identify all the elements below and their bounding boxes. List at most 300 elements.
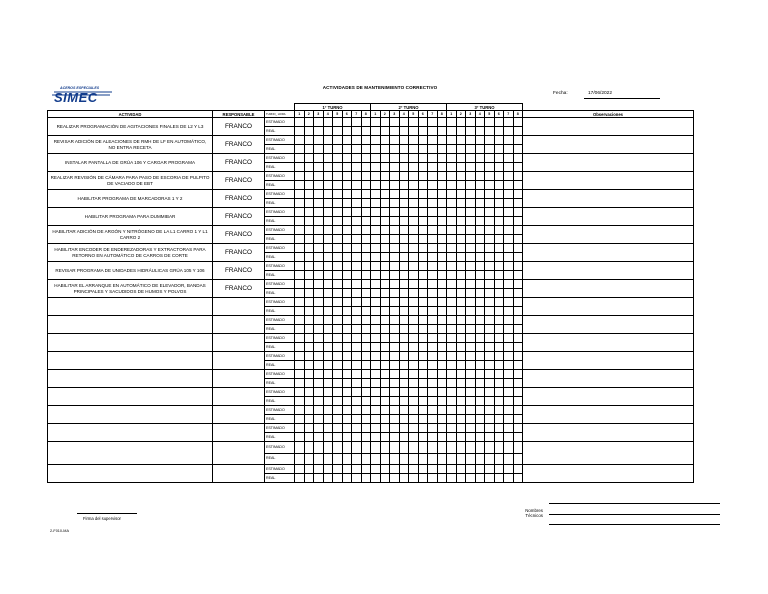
estimado-slot-cell[interactable] (304, 244, 314, 253)
estimado-slot-cell[interactable] (466, 352, 476, 361)
estimado-slot-cell[interactable] (437, 118, 447, 127)
real-slot-cell[interactable] (304, 397, 314, 406)
actividad-cell[interactable]: INSTALAR PANTALLA DE GRÚA 106 Y CARGAR PROGRAMA (48, 154, 213, 172)
real-slot-cell[interactable] (314, 235, 324, 244)
responsable-cell[interactable]: FRANCO (213, 118, 265, 136)
estimado-slot-cell[interactable] (437, 442, 447, 454)
estimado-slot-cell[interactable] (371, 154, 381, 163)
real-slot-cell[interactable] (323, 253, 333, 262)
estimado-slot-cell[interactable] (456, 154, 466, 163)
real-slot-cell[interactable] (342, 433, 352, 442)
estimado-slot-cell[interactable] (342, 298, 352, 307)
estimado-slot-cell[interactable] (380, 388, 390, 397)
responsable-cell[interactable] (213, 424, 265, 442)
estimado-slot-cell[interactable] (494, 118, 504, 127)
real-slot-cell[interactable] (380, 199, 390, 208)
real-slot-cell[interactable] (361, 361, 371, 370)
estimado-slot-cell[interactable] (390, 226, 400, 235)
real-slot-cell[interactable] (333, 289, 343, 298)
real-slot-cell[interactable] (304, 325, 314, 334)
estimado-slot-cell[interactable] (390, 154, 400, 163)
estimado-slot-cell[interactable] (304, 352, 314, 361)
estimado-slot-cell[interactable] (513, 424, 523, 433)
estimado-slot-cell[interactable] (314, 172, 324, 181)
real-slot-cell[interactable] (314, 474, 324, 483)
estimado-slot-cell[interactable] (485, 370, 495, 379)
estimado-slot-cell[interactable] (485, 136, 495, 145)
real-slot-cell[interactable] (504, 235, 514, 244)
real-slot-cell[interactable] (371, 433, 381, 442)
real-slot-cell[interactable] (361, 217, 371, 226)
estimado-slot-cell[interactable] (504, 406, 514, 415)
real-slot-cell[interactable] (437, 343, 447, 352)
real-slot-cell[interactable] (352, 199, 362, 208)
real-slot-cell[interactable] (333, 181, 343, 190)
estimado-slot-cell[interactable] (314, 388, 324, 397)
estimado-slot-cell[interactable] (295, 262, 305, 271)
real-slot-cell[interactable] (390, 325, 400, 334)
estimado-slot-cell[interactable] (323, 334, 333, 343)
real-slot-cell[interactable] (485, 415, 495, 424)
estimado-slot-cell[interactable] (513, 226, 523, 235)
real-slot-cell[interactable] (380, 217, 390, 226)
observaciones-cell[interactable] (523, 370, 694, 388)
estimado-slot-cell[interactable] (342, 136, 352, 145)
real-slot-cell[interactable] (466, 453, 476, 465)
estimado-slot-cell[interactable] (409, 298, 419, 307)
estimado-slot-cell[interactable] (447, 136, 457, 145)
estimado-slot-cell[interactable] (409, 388, 419, 397)
real-slot-cell[interactable] (409, 127, 419, 136)
estimado-slot-cell[interactable] (504, 424, 514, 433)
real-slot-cell[interactable] (380, 453, 390, 465)
real-slot-cell[interactable] (295, 181, 305, 190)
real-slot-cell[interactable] (504, 453, 514, 465)
estimado-slot-cell[interactable] (342, 118, 352, 127)
estimado-slot-cell[interactable] (409, 424, 419, 433)
real-slot-cell[interactable] (399, 199, 409, 208)
real-slot-cell[interactable] (428, 181, 438, 190)
real-slot-cell[interactable] (333, 199, 343, 208)
estimado-slot-cell[interactable] (304, 298, 314, 307)
real-slot-cell[interactable] (485, 289, 495, 298)
estimado-slot-cell[interactable] (456, 208, 466, 217)
estimado-slot-cell[interactable] (390, 316, 400, 325)
estimado-slot-cell[interactable] (390, 406, 400, 415)
real-slot-cell[interactable] (380, 145, 390, 154)
real-slot-cell[interactable] (352, 271, 362, 280)
estimado-slot-cell[interactable] (323, 262, 333, 271)
real-slot-cell[interactable] (504, 289, 514, 298)
estimado-slot-cell[interactable] (504, 298, 514, 307)
real-slot-cell[interactable] (456, 415, 466, 424)
estimado-slot-cell[interactable] (352, 388, 362, 397)
real-slot-cell[interactable] (352, 453, 362, 465)
real-slot-cell[interactable] (447, 181, 457, 190)
real-slot-cell[interactable] (390, 145, 400, 154)
real-slot-cell[interactable] (428, 145, 438, 154)
estimado-slot-cell[interactable] (513, 370, 523, 379)
estimado-slot-cell[interactable] (456, 190, 466, 199)
real-slot-cell[interactable] (399, 181, 409, 190)
real-slot-cell[interactable] (342, 397, 352, 406)
estimado-slot-cell[interactable] (371, 352, 381, 361)
real-slot-cell[interactable] (437, 235, 447, 244)
responsable-cell[interactable]: FRANCO (213, 154, 265, 172)
real-slot-cell[interactable] (456, 163, 466, 172)
estimado-slot-cell[interactable] (304, 424, 314, 433)
observaciones-cell[interactable] (523, 388, 694, 406)
real-slot-cell[interactable] (295, 289, 305, 298)
real-slot-cell[interactable] (371, 289, 381, 298)
real-slot-cell[interactable] (504, 325, 514, 334)
real-slot-cell[interactable] (342, 379, 352, 388)
real-slot-cell[interactable] (437, 415, 447, 424)
estimado-slot-cell[interactable] (418, 226, 428, 235)
estimado-slot-cell[interactable] (437, 334, 447, 343)
real-slot-cell[interactable] (447, 453, 457, 465)
estimado-slot-cell[interactable] (380, 226, 390, 235)
estimado-slot-cell[interactable] (295, 465, 305, 474)
estimado-slot-cell[interactable] (323, 190, 333, 199)
observaciones-cell[interactable] (523, 316, 694, 334)
real-slot-cell[interactable] (466, 145, 476, 154)
estimado-slot-cell[interactable] (475, 262, 485, 271)
estimado-slot-cell[interactable] (333, 465, 343, 474)
estimado-slot-cell[interactable] (485, 406, 495, 415)
estimado-slot-cell[interactable] (333, 370, 343, 379)
real-slot-cell[interactable] (418, 289, 428, 298)
estimado-slot-cell[interactable] (475, 442, 485, 454)
observaciones-cell[interactable] (523, 226, 694, 244)
real-slot-cell[interactable] (418, 163, 428, 172)
estimado-slot-cell[interactable] (428, 136, 438, 145)
real-slot-cell[interactable] (342, 181, 352, 190)
estimado-slot-cell[interactable] (361, 442, 371, 454)
real-slot-cell[interactable] (447, 163, 457, 172)
responsable-cell[interactable] (213, 406, 265, 424)
real-slot-cell[interactable] (342, 415, 352, 424)
estimado-slot-cell[interactable] (428, 262, 438, 271)
real-slot-cell[interactable] (504, 181, 514, 190)
estimado-slot-cell[interactable] (333, 424, 343, 433)
real-slot-cell[interactable] (323, 217, 333, 226)
real-slot-cell[interactable] (333, 474, 343, 483)
estimado-slot-cell[interactable] (437, 172, 447, 181)
estimado-slot-cell[interactable] (390, 465, 400, 474)
real-slot-cell[interactable] (361, 271, 371, 280)
real-slot-cell[interactable] (418, 397, 428, 406)
estimado-slot-cell[interactable] (456, 352, 466, 361)
estimado-slot-cell[interactable] (333, 244, 343, 253)
real-slot-cell[interactable] (494, 289, 504, 298)
observaciones-cell[interactable] (523, 154, 694, 172)
real-slot-cell[interactable] (485, 307, 495, 316)
estimado-slot-cell[interactable] (447, 190, 457, 199)
real-slot-cell[interactable] (513, 163, 523, 172)
estimado-slot-cell[interactable] (428, 244, 438, 253)
real-slot-cell[interactable] (361, 415, 371, 424)
estimado-slot-cell[interactable] (428, 442, 438, 454)
estimado-slot-cell[interactable] (371, 208, 381, 217)
estimado-slot-cell[interactable] (399, 208, 409, 217)
estimado-slot-cell[interactable] (352, 352, 362, 361)
real-slot-cell[interactable] (513, 397, 523, 406)
real-slot-cell[interactable] (437, 289, 447, 298)
estimado-slot-cell[interactable] (371, 226, 381, 235)
estimado-slot-cell[interactable] (342, 442, 352, 454)
estimado-slot-cell[interactable] (437, 465, 447, 474)
actividad-cell[interactable]: HABILITAR EL ARRANQUE EN AUTOMÁTICO DE ELEVADOR, BANDAS PRINCIPALES Y SACUDIDOS DE HUMOS Y POLVOS (48, 280, 213, 298)
estimado-slot-cell[interactable] (314, 208, 324, 217)
real-slot-cell[interactable] (494, 453, 504, 465)
actividad-cell[interactable] (48, 298, 213, 316)
real-slot-cell[interactable] (475, 307, 485, 316)
estimado-slot-cell[interactable] (418, 190, 428, 199)
real-slot-cell[interactable] (390, 235, 400, 244)
real-slot-cell[interactable] (371, 415, 381, 424)
real-slot-cell[interactable] (466, 181, 476, 190)
real-slot-cell[interactable] (390, 415, 400, 424)
real-slot-cell[interactable] (361, 433, 371, 442)
real-slot-cell[interactable] (390, 217, 400, 226)
real-slot-cell[interactable] (380, 253, 390, 262)
estimado-slot-cell[interactable] (352, 424, 362, 433)
real-slot-cell[interactable] (361, 307, 371, 316)
real-slot-cell[interactable] (418, 433, 428, 442)
real-slot-cell[interactable] (485, 163, 495, 172)
estimado-slot-cell[interactable] (399, 316, 409, 325)
responsable-cell[interactable] (213, 388, 265, 406)
estimado-slot-cell[interactable] (513, 388, 523, 397)
estimado-slot-cell[interactable] (361, 424, 371, 433)
actividad-cell[interactable] (48, 334, 213, 352)
estimado-slot-cell[interactable] (390, 172, 400, 181)
real-slot-cell[interactable] (390, 289, 400, 298)
real-slot-cell[interactable] (418, 271, 428, 280)
real-slot-cell[interactable] (295, 397, 305, 406)
estimado-slot-cell[interactable] (342, 370, 352, 379)
real-slot-cell[interactable] (304, 343, 314, 352)
estimado-slot-cell[interactable] (361, 298, 371, 307)
real-slot-cell[interactable] (371, 271, 381, 280)
estimado-slot-cell[interactable] (295, 280, 305, 289)
real-slot-cell[interactable] (504, 271, 514, 280)
real-slot-cell[interactable] (513, 217, 523, 226)
real-slot-cell[interactable] (333, 145, 343, 154)
real-slot-cell[interactable] (380, 307, 390, 316)
estimado-slot-cell[interactable] (456, 226, 466, 235)
estimado-slot-cell[interactable] (447, 226, 457, 235)
real-slot-cell[interactable] (342, 325, 352, 334)
estimado-slot-cell[interactable] (494, 352, 504, 361)
real-slot-cell[interactable] (323, 343, 333, 352)
real-slot-cell[interactable] (494, 163, 504, 172)
estimado-slot-cell[interactable] (304, 118, 314, 127)
real-slot-cell[interactable] (390, 127, 400, 136)
real-slot-cell[interactable] (352, 235, 362, 244)
estimado-slot-cell[interactable] (380, 244, 390, 253)
real-slot-cell[interactable] (333, 415, 343, 424)
real-slot-cell[interactable] (342, 199, 352, 208)
estimado-slot-cell[interactable] (323, 388, 333, 397)
estimado-slot-cell[interactable] (504, 172, 514, 181)
estimado-slot-cell[interactable] (485, 334, 495, 343)
estimado-slot-cell[interactable] (314, 298, 324, 307)
estimado-slot-cell[interactable] (485, 352, 495, 361)
estimado-slot-cell[interactable] (428, 172, 438, 181)
real-slot-cell[interactable] (475, 343, 485, 352)
estimado-slot-cell[interactable] (304, 172, 314, 181)
estimado-slot-cell[interactable] (428, 370, 438, 379)
real-slot-cell[interactable] (304, 217, 314, 226)
observaciones-cell[interactable] (523, 406, 694, 424)
estimado-slot-cell[interactable] (371, 370, 381, 379)
real-slot-cell[interactable] (485, 474, 495, 483)
real-slot-cell[interactable] (371, 127, 381, 136)
real-slot-cell[interactable] (513, 343, 523, 352)
estimado-slot-cell[interactable] (485, 154, 495, 163)
real-slot-cell[interactable] (399, 325, 409, 334)
estimado-slot-cell[interactable] (456, 370, 466, 379)
estimado-slot-cell[interactable] (323, 172, 333, 181)
estimado-slot-cell[interactable] (466, 370, 476, 379)
real-slot-cell[interactable] (485, 181, 495, 190)
estimado-slot-cell[interactable] (295, 370, 305, 379)
real-slot-cell[interactable] (456, 397, 466, 406)
estimado-slot-cell[interactable] (466, 226, 476, 235)
estimado-slot-cell[interactable] (504, 316, 514, 325)
real-slot-cell[interactable] (314, 127, 324, 136)
real-slot-cell[interactable] (475, 235, 485, 244)
estimado-slot-cell[interactable] (494, 298, 504, 307)
real-slot-cell[interactable] (380, 235, 390, 244)
estimado-slot-cell[interactable] (361, 136, 371, 145)
real-slot-cell[interactable] (333, 343, 343, 352)
estimado-slot-cell[interactable] (390, 118, 400, 127)
estimado-slot-cell[interactable] (314, 226, 324, 235)
real-slot-cell[interactable] (399, 415, 409, 424)
estimado-slot-cell[interactable] (466, 190, 476, 199)
real-slot-cell[interactable] (494, 271, 504, 280)
real-slot-cell[interactable] (390, 361, 400, 370)
estimado-slot-cell[interactable] (437, 208, 447, 217)
real-slot-cell[interactable] (513, 235, 523, 244)
estimado-slot-cell[interactable] (513, 172, 523, 181)
real-slot-cell[interactable] (352, 253, 362, 262)
real-slot-cell[interactable] (380, 433, 390, 442)
estimado-slot-cell[interactable] (371, 465, 381, 474)
real-slot-cell[interactable] (485, 199, 495, 208)
estimado-slot-cell[interactable] (390, 388, 400, 397)
real-slot-cell[interactable] (333, 361, 343, 370)
estimado-slot-cell[interactable] (437, 226, 447, 235)
real-slot-cell[interactable] (447, 433, 457, 442)
real-slot-cell[interactable] (409, 397, 419, 406)
estimado-slot-cell[interactable] (314, 424, 324, 433)
real-slot-cell[interactable] (342, 127, 352, 136)
estimado-slot-cell[interactable] (475, 334, 485, 343)
real-slot-cell[interactable] (409, 289, 419, 298)
real-slot-cell[interactable] (466, 415, 476, 424)
estimado-slot-cell[interactable] (390, 352, 400, 361)
real-slot-cell[interactable] (390, 253, 400, 262)
real-slot-cell[interactable] (399, 397, 409, 406)
real-slot-cell[interactable] (447, 127, 457, 136)
estimado-slot-cell[interactable] (437, 370, 447, 379)
real-slot-cell[interactable] (447, 474, 457, 483)
estimado-slot-cell[interactable] (390, 298, 400, 307)
real-slot-cell[interactable] (456, 199, 466, 208)
real-slot-cell[interactable] (447, 289, 457, 298)
estimado-slot-cell[interactable] (352, 465, 362, 474)
estimado-slot-cell[interactable] (466, 154, 476, 163)
estimado-slot-cell[interactable] (475, 298, 485, 307)
observaciones-cell[interactable] (523, 465, 694, 483)
estimado-slot-cell[interactable] (323, 442, 333, 454)
estimado-slot-cell[interactable] (380, 298, 390, 307)
real-slot-cell[interactable] (304, 361, 314, 370)
responsable-cell[interactable] (213, 442, 265, 465)
real-slot-cell[interactable] (513, 271, 523, 280)
estimado-slot-cell[interactable] (352, 190, 362, 199)
real-slot-cell[interactable] (295, 343, 305, 352)
estimado-slot-cell[interactable] (485, 316, 495, 325)
estimado-slot-cell[interactable] (504, 262, 514, 271)
estimado-slot-cell[interactable] (304, 406, 314, 415)
estimado-slot-cell[interactable] (418, 172, 428, 181)
estimado-slot-cell[interactable] (342, 334, 352, 343)
real-slot-cell[interactable] (323, 181, 333, 190)
estimado-slot-cell[interactable] (409, 172, 419, 181)
real-slot-cell[interactable] (314, 415, 324, 424)
real-slot-cell[interactable] (342, 253, 352, 262)
real-slot-cell[interactable] (485, 433, 495, 442)
real-slot-cell[interactable] (418, 474, 428, 483)
estimado-slot-cell[interactable] (333, 352, 343, 361)
real-slot-cell[interactable] (447, 415, 457, 424)
estimado-slot-cell[interactable] (437, 406, 447, 415)
real-slot-cell[interactable] (437, 474, 447, 483)
actividad-cell[interactable]: REVISAR PROGRAMA DE UNIDADES HIDRÁULICAS GRÚA 105 Y 106 (48, 262, 213, 280)
estimado-slot-cell[interactable] (399, 226, 409, 235)
estimado-slot-cell[interactable] (371, 190, 381, 199)
real-slot-cell[interactable] (380, 325, 390, 334)
estimado-slot-cell[interactable] (399, 370, 409, 379)
estimado-slot-cell[interactable] (380, 334, 390, 343)
estimado-slot-cell[interactable] (475, 190, 485, 199)
estimado-slot-cell[interactable] (409, 244, 419, 253)
estimado-slot-cell[interactable] (428, 190, 438, 199)
real-slot-cell[interactable] (304, 307, 314, 316)
real-slot-cell[interactable] (428, 397, 438, 406)
estimado-slot-cell[interactable] (361, 280, 371, 289)
estimado-slot-cell[interactable] (494, 424, 504, 433)
real-slot-cell[interactable] (494, 325, 504, 334)
estimado-slot-cell[interactable] (494, 262, 504, 271)
estimado-slot-cell[interactable] (513, 262, 523, 271)
estimado-slot-cell[interactable] (513, 352, 523, 361)
estimado-slot-cell[interactable] (409, 226, 419, 235)
real-slot-cell[interactable] (295, 415, 305, 424)
real-slot-cell[interactable] (466, 307, 476, 316)
real-slot-cell[interactable] (314, 343, 324, 352)
real-slot-cell[interactable] (333, 433, 343, 442)
real-slot-cell[interactable] (323, 145, 333, 154)
estimado-slot-cell[interactable] (475, 316, 485, 325)
real-slot-cell[interactable] (494, 379, 504, 388)
real-slot-cell[interactable] (390, 343, 400, 352)
